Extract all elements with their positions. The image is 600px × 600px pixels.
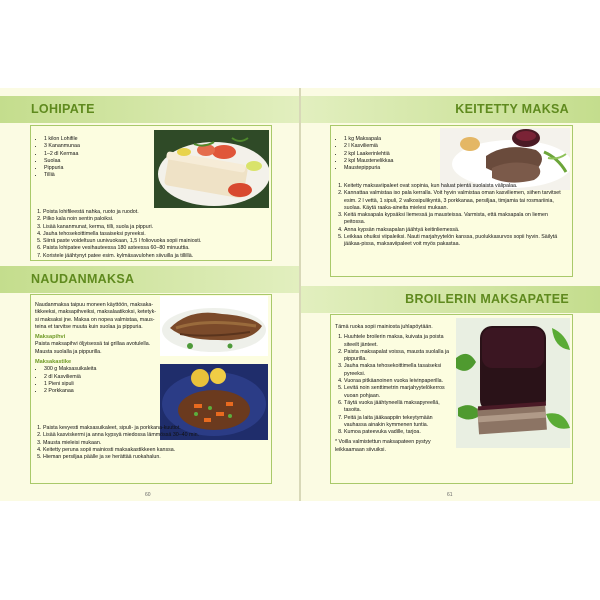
- maksapihvi-text: Paista maksapihvi öljyisessä tai grillaa avotulella. Mausta suolalla ja pippurilla.: [35, 341, 151, 355]
- naudanmaksa-text: [35, 302, 159, 396]
- step: 1. Poista lohifileestä nahka, ruoto ja ruodot.: [43, 209, 270, 216]
- ingredient: • 1 kilon Lohifile: [44, 136, 147, 143]
- step: 7. Koristele jäähtynyt patee esim. kylmäsavulohen siivuilla ja tillillä.: [43, 253, 270, 260]
- step: 7. Peitä ja laita jääkaappiin tekeytymään vauhassa ainakin kymmenen tuntia.: [344, 415, 453, 430]
- step: 5. Hieman persiljaa päälle ja se herättää ruokahalun.: [43, 454, 270, 461]
- step: 1. Huuhtele broilerin maksa, kuivata ja poista siteeilt jänteet.: [344, 334, 453, 349]
- page-number-left: 60: [145, 492, 151, 498]
- step: 6. Paista lohipatee vesihauteessa 180 asteessa 60–80 minuuttia.: [43, 245, 270, 252]
- naudanmaksa-title: NAUDANMAKSA: [31, 272, 135, 286]
- step: 3. Jauha maksa tehosekoittimella tasaiseksi pyreeksi.: [344, 363, 453, 378]
- step: 2. Kannattaa valmistaa iso pala kerralla. Voit hyvin valmistaa oman kasviliemen, siihen tarvitset esim. 2 l vettä, 1 sipuli, 2 valkosipulikyntä, 3 porkkanaa, persiljaa, timjamia tai rosmariinia, suolaa. Käytä raaka-aineita mielesi mukaan.: [344, 190, 570, 212]
- broileri-title: BROILERIN MAKSAPATEE: [405, 292, 569, 306]
- step: 2. Paista maksapalat voissa, mausta suolalla ja pippurilla.: [344, 349, 453, 364]
- ingredient: • 2 l Kasviliemiä: [344, 143, 435, 150]
- step: 4. Vuoraa pitkäanoinen vuoka leivinpaperilla.: [344, 378, 453, 385]
- step: 2. Lisää kasviskermi ja anna kypsyä miedossa lämmössä 30–40 min.: [43, 432, 270, 439]
- step: 1. Paista kevyesti maksasuikaleet, sipuli- ja porkkana-kuutiot.: [43, 425, 270, 432]
- ingredient: • 1–2 dl Kermaa: [44, 151, 147, 158]
- step: 3. Lisää kananmunat, kerma, tilli, suola ja pippuri.: [43, 224, 270, 231]
- ingredient: • 2 kpl Maustenelikkaa: [344, 158, 435, 165]
- step: 4. Anna kypsän maksapalan jäähtyä keitinliemessä.: [344, 227, 570, 234]
- maksapihvi-photo: [160, 296, 268, 356]
- ingredient: • 1 Pieni sipuli: [44, 381, 159, 388]
- step: 6. Täytä vuoka jäähtyneellä maksapyreellä, tasoita.: [344, 400, 453, 415]
- ingredient: • 2 Porkkanaa: [44, 388, 159, 395]
- broileri-photo: [456, 318, 570, 448]
- lohipate-ingredients: [35, 136, 147, 180]
- lohipate-photo: [154, 130, 269, 208]
- maksakastike-heading: Maksakastike: [35, 359, 72, 366]
- broileri-text: [335, 324, 453, 454]
- broileri-intro: Tämä ruoka sopii mainiosta juhlapöytään.: [335, 324, 433, 330]
- page-number-right: 61: [447, 492, 453, 498]
- lohipate-title: LOHIPATE: [31, 102, 95, 116]
- keitetty-title: KEITETTY MAKSA: [455, 102, 569, 116]
- ingredient: • 1 kg Maksapala: [344, 136, 435, 143]
- step: 4. Keitetty peruna sopii mainiosti maksakastikkeen kanssa.: [43, 447, 270, 454]
- ingredient: • 2 dl Kasviliemiä: [44, 374, 159, 381]
- step: 3. Mausta mieleisi mukaan.: [43, 440, 270, 447]
- keitetty-photo: [440, 128, 570, 190]
- keitetty-ingredients: [335, 136, 435, 172]
- ingredient: • 3 Kananmunaa: [44, 143, 147, 150]
- step: 2. Pilko kala noin sentin paloiksi.: [43, 216, 270, 223]
- step: 8. Kumoa pateevuka vadille, tarjoa.: [344, 429, 453, 436]
- ingredient: • Maustepippuria: [344, 165, 435, 172]
- ingredient: • 300 g Maksasuikaleita: [44, 366, 159, 373]
- step: 5. Leikkaa ohuiksi viipaleiksi. Nauti marjahyytelön kanssa, puolukkasurvos sopii hyvin. Säilytä jääkaa-pissa, maksaviipaleet voit myös pakastaa.: [344, 234, 570, 249]
- keitetty-steps: [335, 183, 570, 249]
- step: 1. Keitetty maksaviipaleet ovat sopinia, kun haluat pientä suolaista välipalaa.: [344, 183, 570, 190]
- step: 5. Levitä noin senttimetrin marjahyytelökerros vuoan pohjaan.: [344, 385, 453, 400]
- step: 3. Keitä maksapala kypsäksi liemessä ja mausteissa. Varmista, että maksapala on liemen peitossa.: [344, 212, 570, 227]
- naudanmaksa-intro: Naudanmaksa taipuu moneen käyttöön, maksaka-tikkeeksi, maksapihveiksi, maksalaatikoksi, ketetyk-si maksaksi jne. Maksa on nopea valmistaa, maus-teina et tarvitse muuta kuin suolaa ja pippuria.: [35, 302, 156, 330]
- broileri-note: * Voilla valmistettun maksapateen pystyy leikkaamaan siivuiksi.: [335, 439, 431, 453]
- ingredient: • 2 kpl Laakerinlehtiä: [344, 151, 435, 158]
- maksapihvi-heading: Maksapihvi: [35, 334, 66, 341]
- ingredient: • Tilliä: [44, 172, 147, 179]
- ingredient: • Pippuria: [44, 165, 147, 172]
- lohipate-steps: [34, 209, 270, 260]
- ingredient: • Suolaa: [44, 158, 147, 165]
- step: 4. Jauha tehosekoittimella tasaiseksi pyreeksi.: [43, 231, 270, 238]
- naudanmaksa-steps: [34, 425, 270, 461]
- step: 5. Siirrä paste voideltuun uunivuokaan, 1,5 l foliovuoka sopii mainiosti.: [43, 238, 270, 245]
